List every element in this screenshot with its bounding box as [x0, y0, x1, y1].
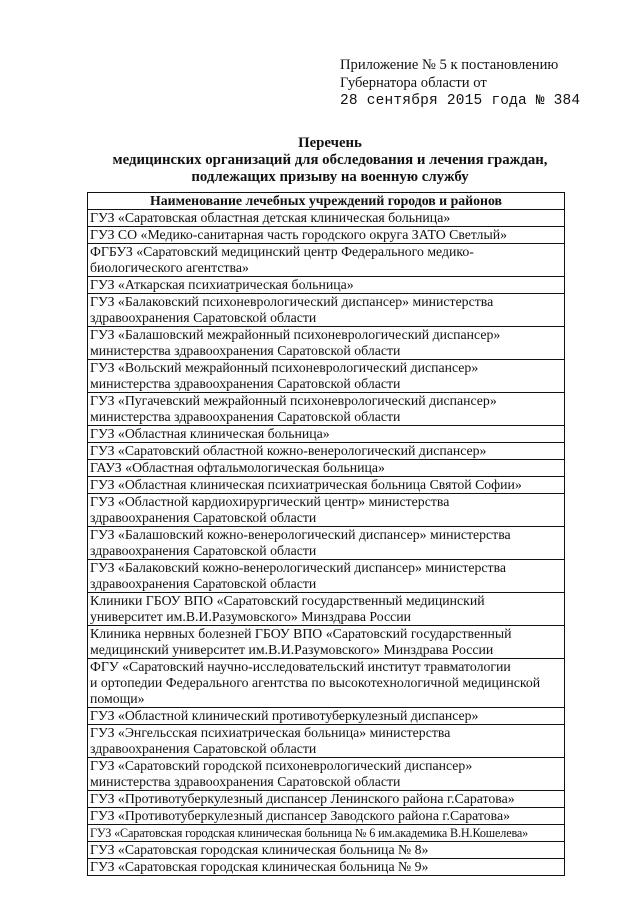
- institution-cell: [88, 227, 565, 244]
- institution-line: помощи»: [90, 691, 145, 706]
- table-row: [88, 791, 565, 808]
- institution-line: Клиники ГБОУ ВПО «Саратовский государственный медицинский: [90, 593, 485, 608]
- table-row: [88, 443, 565, 460]
- table-row: [88, 244, 565, 277]
- institution-cell: [88, 360, 565, 393]
- institution-line: ГУЗ «Вольский межрайонный психоневрологический диспансер»: [90, 360, 479, 375]
- table-row: [88, 659, 565, 708]
- institution-cell: [88, 808, 565, 825]
- institution-line: и ортопедии Федерального агентства по высокотехнологичной медицинской: [90, 675, 541, 690]
- institution-cell: [88, 426, 565, 443]
- institution-line: ГУЗ «Балаковский кожно-венерологический диспансер» министерства: [90, 560, 507, 575]
- institution-line: здравоохранения Саратовской области: [90, 310, 317, 325]
- title-line-3: подлежащих призыву на военную службу: [191, 169, 469, 185]
- institution-line: ГУЗ «Саратовский городской психоневрологический диспансер»: [90, 758, 473, 773]
- table-row: [88, 360, 565, 393]
- table-row: [88, 725, 565, 758]
- institution-line: медицинский университет им.В.И.Разумовского» Минздрава России: [90, 642, 494, 657]
- table-row: [88, 393, 565, 426]
- table-row: [88, 426, 565, 443]
- institution-cell: [88, 825, 565, 842]
- table-row: [88, 277, 565, 294]
- institution-cell: [88, 659, 565, 708]
- table-row: [88, 494, 565, 527]
- table-row: [88, 294, 565, 327]
- table-row: [88, 808, 565, 825]
- institution-cell: [88, 758, 565, 791]
- appendix-block: [340, 56, 630, 111]
- table-header-row: [88, 193, 565, 210]
- table-row: [88, 560, 565, 593]
- institution-line: ГУЗ «Областной клинический противотуберкулезный диспансер»: [90, 708, 479, 723]
- title-line-2: медицинских организаций для обследования и лечения граждан,: [112, 152, 548, 168]
- institution-cell: [88, 294, 565, 327]
- appendix-line-2: Губернатора области от: [340, 75, 487, 91]
- institution-line: биологического агентства»: [90, 260, 249, 275]
- institution-cell: [88, 527, 565, 560]
- institution-cell: [88, 725, 565, 758]
- table-row: [88, 758, 565, 791]
- institution-line: здравоохранения Саратовской области: [90, 741, 317, 756]
- institution-line: министерства здравоохранения Саратовской области: [90, 774, 401, 789]
- institution-cell: [88, 626, 565, 659]
- institution-cell: [88, 327, 565, 360]
- institution-line: ГУЗ «Саратовская городская клиническая больница № 8»: [90, 842, 429, 857]
- institution-cell: [88, 791, 565, 808]
- table-row: [88, 210, 565, 227]
- institution-line: ГУЗ «Областная клиническая больница»: [90, 426, 330, 441]
- table-row: [88, 626, 565, 659]
- table-header: Наименование лечебных учреждений городов и районов: [88, 193, 565, 210]
- institution-cell: [88, 244, 565, 277]
- institution-line: ГУЗ «Саратовская городская клиническая больница № 6 им.академика В.Н.Кошелева»: [90, 826, 529, 840]
- table-row: [88, 708, 565, 725]
- institution-line: ГУЗ «Аткарская психиатрическая больница»: [90, 277, 354, 292]
- table-row: [88, 842, 565, 859]
- table-row: [88, 593, 565, 626]
- institution-line: ГУЗ «Саратовский областной кожно-венерологический диспансер»: [90, 443, 487, 458]
- appendix-line-1: Приложение № 5 к постановлению: [340, 57, 559, 73]
- institution-cell: [88, 842, 565, 859]
- institution-line: ФГБУЗ «Саратовский медицинский центр Федерального медико-: [90, 244, 474, 259]
- table-row: [88, 825, 565, 842]
- institution-line: ГУЗ «Саратовская городская клиническая больница № 9»: [90, 859, 429, 874]
- institution-line: ГУЗ «Энгельсская психиатрическая больница» министерства: [90, 725, 451, 740]
- institution-line: Клиника нервных болезней ГБОУ ВПО «Саратовский государственный: [90, 626, 512, 641]
- institution-cell: [88, 477, 565, 494]
- institution-cell: [88, 210, 565, 227]
- table-row: [88, 327, 565, 360]
- institution-line: здравоохранения Саратовской области: [90, 543, 317, 558]
- table-row: [88, 527, 565, 560]
- institution-line: министерства здравоохранения Саратовской области: [90, 343, 401, 358]
- institution-line: ФГУ «Саратовский научно-исследовательский институт травматологии: [90, 659, 511, 674]
- institution-line: ГУЗ «Балашовский кожно-венерологический диспансер» министерства: [90, 527, 511, 542]
- institution-line: ГУЗ «Областная клиническая психиатрическая больница Святой Софии»: [90, 477, 522, 492]
- institution-line: ГУЗ «Саратовская областная детская клиническая больница»: [90, 210, 451, 225]
- institutions-table: [87, 192, 565, 876]
- institution-line: ГУЗ «Балаковский психоневрологический диспансер» министерства: [90, 294, 494, 309]
- institution-cell: [88, 494, 565, 527]
- institution-cell: [88, 593, 565, 626]
- institution-line: ГАУЗ «Областная офтальмологическая больница»: [90, 460, 385, 475]
- institution-line: министерства здравоохранения Саратовской области: [90, 376, 401, 391]
- institution-line: ГУЗ «Противотуберкулезный диспансер Заводского района г.Саратова»: [90, 808, 511, 823]
- institution-line: здравоохранения Саратовской области: [90, 510, 317, 525]
- appendix-date-line: 28 сентября 2015 года № 384: [340, 93, 581, 109]
- institution-line: ГУЗ «Областной кардиохирургический центр» министерства: [90, 494, 450, 509]
- institution-cell: [88, 277, 565, 294]
- institution-line: министерства здравоохранения Саратовской области: [90, 409, 401, 424]
- table-row: [88, 460, 565, 477]
- institution-cell: [88, 393, 565, 426]
- institution-line: университет им.В.И.Разумовского» Минздрава России: [90, 609, 411, 624]
- table-row: [88, 859, 565, 876]
- institution-cell: [88, 859, 565, 876]
- document-title: [90, 135, 570, 186]
- table-body: [88, 210, 565, 876]
- table-row: [88, 227, 565, 244]
- institution-cell: [88, 460, 565, 477]
- institution-line: ГУЗ «Пугачевский межрайонный психоневрологический диспансер»: [90, 393, 497, 408]
- institution-cell: [88, 560, 565, 593]
- institution-line: ГУЗ СО «Медико-санитарная часть городского округа ЗАТО Светлый»: [90, 227, 507, 242]
- institution-cell: [88, 708, 565, 725]
- institution-cell: [88, 443, 565, 460]
- institution-line: ГУЗ «Противотуберкулезный диспансер Ленинского района г.Саратова»: [90, 791, 515, 806]
- institution-line: здравоохранения Саратовской области: [90, 576, 317, 591]
- institution-line: ГУЗ «Балашовский межрайонный психоневрологический диспансер»: [90, 327, 501, 342]
- table-row: [88, 477, 565, 494]
- title-line-1: Перечень: [298, 135, 362, 151]
